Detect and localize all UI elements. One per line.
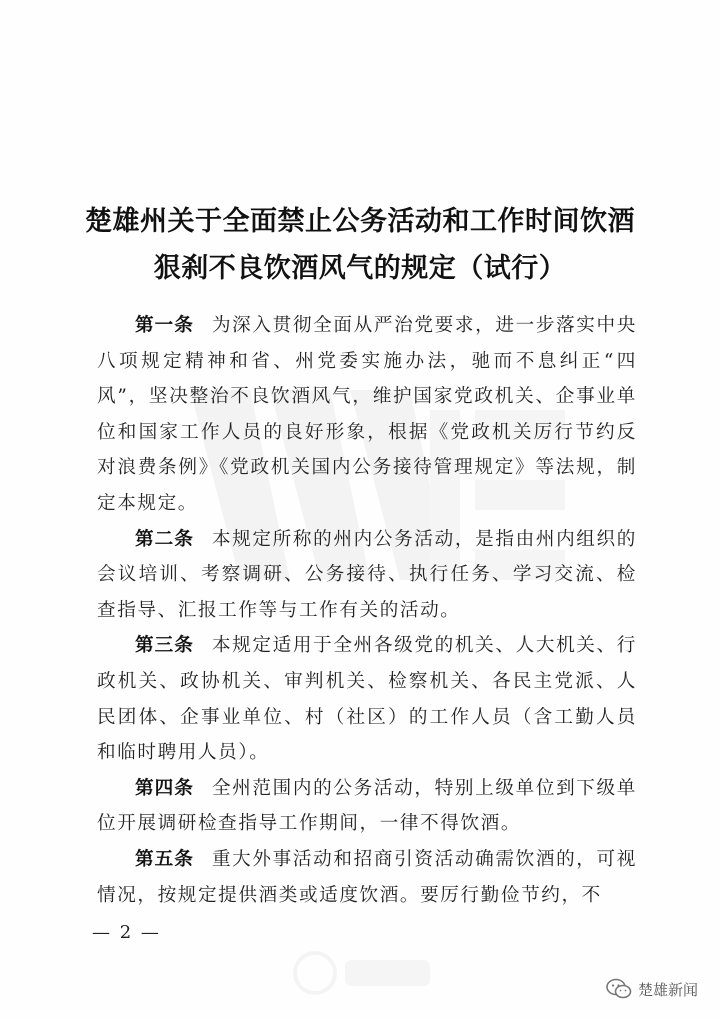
brand-name: 楚雄新闻 bbox=[637, 980, 698, 999]
article-label: 第四条 bbox=[135, 777, 194, 799]
document-body bbox=[97, 308, 637, 913]
article-text: 本规定适用于全州各级党的机关、人大机关、行政机关、政协机关、审判机关、检察机关、各民主党派、人民团体、企事业单位、村（社区）的工作人员（含工勤人员和临时聘用人员）。 bbox=[97, 635, 637, 764]
article-text: 重大外事活动和招商引资活动确需饮酒的，可视情况，按规定提供酒类或适度饮酒。要厉行勤俭节约，不 bbox=[97, 848, 637, 906]
article-label: 第一条 bbox=[135, 315, 194, 336]
article-text: 为深入贯彻全面从严治党要求，进一步落实中央八项规定精神和省、州党委实施办法，驰而不息纠正“四风”，坚决整治不良饮酒风气，维护国家党政机关、企事业单位和国家工作人员的良好形象，根据《党政机关厉行节约反对浪费条例》《党政机关国内公务接待管理规定》等法规，制定本规定。 bbox=[97, 315, 637, 514]
wechat-icon bbox=[606, 978, 632, 1000]
title-line-1: 楚雄州关于全面禁止公务活动和工作时间饮酒 bbox=[85, 206, 635, 237]
document-title bbox=[40, 198, 680, 292]
article-2 bbox=[97, 522, 637, 629]
article-4 bbox=[97, 771, 637, 842]
article-text: 本规定所称的州内公务活动，是指由州内组织的会议培训、考察调研、公务接待、执行任务、学习交流、检查指导、汇报工作等与工作有关的活动。 bbox=[97, 528, 637, 621]
article-1 bbox=[97, 308, 637, 522]
page-number: — 2 — bbox=[92, 922, 161, 943]
bottom-watermark-icon bbox=[290, 948, 440, 998]
article-3 bbox=[97, 628, 637, 770]
article-5 bbox=[97, 842, 637, 913]
article-text: 全州范围内的公务活动，特别上级单位到下级单位开展调研检查指导工作期间，一律不得饮酒。 bbox=[97, 777, 637, 835]
article-label: 第二条 bbox=[135, 528, 194, 550]
brand-watermark bbox=[606, 978, 698, 1000]
article-label: 第五条 bbox=[135, 848, 194, 870]
article-label: 第三条 bbox=[135, 635, 194, 657]
title-line-2: 狠刹不良饮酒风气的规定（试行） bbox=[153, 253, 567, 284]
